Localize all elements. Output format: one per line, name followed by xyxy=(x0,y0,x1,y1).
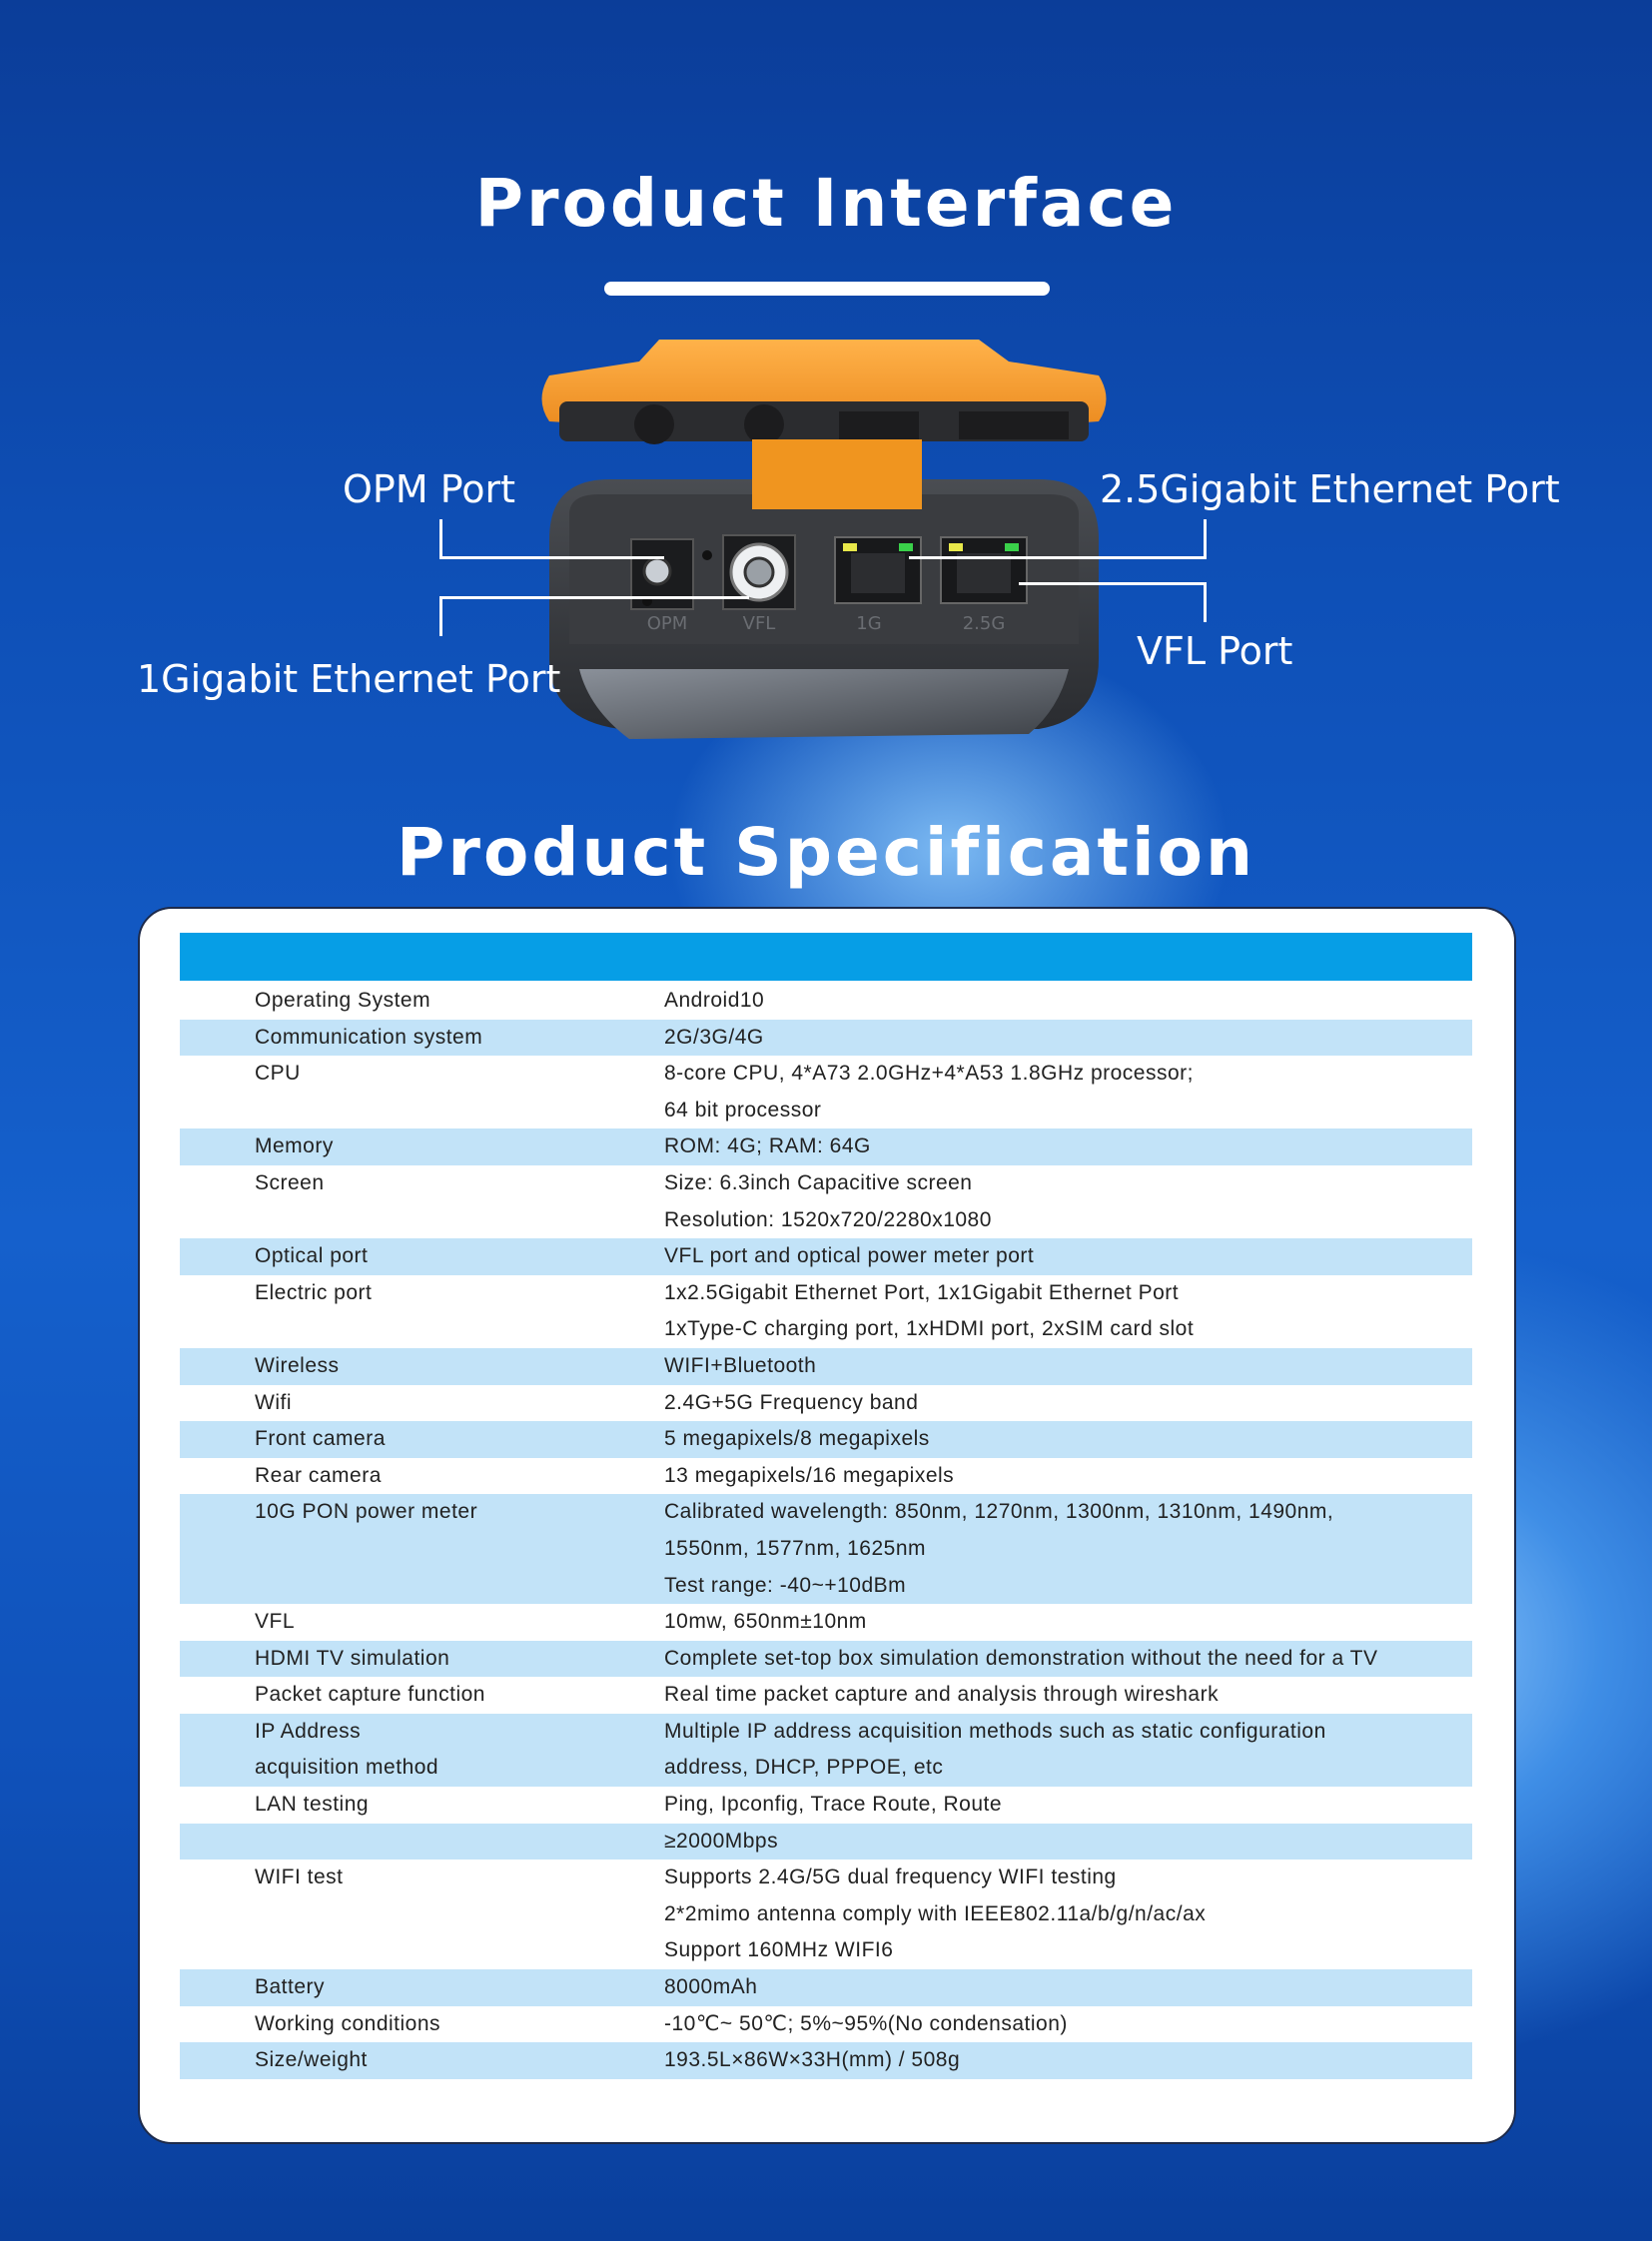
spec-value xyxy=(664,1421,1472,1458)
opm-callout-line-h xyxy=(439,556,664,559)
spec-key xyxy=(180,2006,664,2043)
spec-key xyxy=(180,1458,664,1495)
spec-value-line: Test range: -40~+10dBm xyxy=(664,1573,907,1597)
spec-row xyxy=(180,1020,1472,1057)
spec-row xyxy=(180,1714,1472,1787)
spec-key xyxy=(180,1128,664,1165)
spec-key-text: Electric port xyxy=(255,1280,373,1304)
title-underline xyxy=(604,282,1050,296)
spec-value xyxy=(664,1494,1472,1604)
spec-row xyxy=(180,1056,1472,1128)
spec-value-line: 193.5L×86W×33H(mm) / 508g xyxy=(664,2048,961,2072)
spec-value xyxy=(664,1020,1472,1057)
spec-key xyxy=(180,1969,664,2006)
spec-key-text: 10G PON power meter xyxy=(255,1500,478,1524)
spec-value xyxy=(664,1128,1472,1165)
spec-value xyxy=(664,1165,1472,1238)
spec-row xyxy=(180,983,1472,1020)
specification-card xyxy=(138,907,1516,2144)
spec-value-line: 2G/3G/4G xyxy=(664,1025,764,1049)
spec-key-text: Wifi xyxy=(255,1390,292,1414)
device-label-1g: 1G xyxy=(856,613,882,634)
spec-key-text: Screen xyxy=(255,1170,325,1194)
spec-value-line: VFL port and optical power meter port xyxy=(664,1244,1035,1268)
spec-row xyxy=(180,1385,1472,1422)
spec-value-line: Resolution: 1520x720/2280x1080 xyxy=(664,1207,992,1231)
spec-row xyxy=(180,1824,1472,1861)
spec-key-text: CPU xyxy=(255,1062,301,1086)
spec-value xyxy=(664,1385,1472,1422)
spec-row xyxy=(180,1677,1472,1714)
spec-value-line: ROM: 4G; RAM: 64G xyxy=(664,1134,871,1158)
spec-key xyxy=(180,1641,664,1678)
spec-key xyxy=(180,1020,664,1057)
spec-value-line: Calibrated wavelength: 850nm, 1270nm, 1300nm, 1310nm, 1490nm, xyxy=(664,1500,1334,1524)
spec-value xyxy=(664,983,1472,1020)
spec-key xyxy=(180,1275,664,1348)
ethernet-callout-line-v xyxy=(1204,519,1207,559)
spec-key xyxy=(180,1860,664,1969)
spec-value xyxy=(664,1348,1472,1385)
spec-key-text: Optical port xyxy=(255,1244,369,1268)
spec-value xyxy=(664,1969,1472,2006)
spec-key xyxy=(180,1824,664,1861)
spec-row xyxy=(180,1458,1472,1495)
spec-value-line: Android10 xyxy=(664,989,765,1012)
spec-row xyxy=(180,1421,1472,1458)
spec-key xyxy=(180,1385,664,1422)
spec-value-line: 64 bit processor xyxy=(664,1098,822,1121)
vfl-callout-line-v xyxy=(1204,582,1207,622)
product-specification-title: Product Specification xyxy=(397,814,1255,891)
opm-callout-line-v xyxy=(439,519,442,559)
spec-value-line: Real time packet capture and analysis through wireshark xyxy=(664,1683,1220,1707)
spec-value-line: ≥2000Mbps xyxy=(664,1829,779,1853)
spec-key-line: IP Address xyxy=(255,1719,362,1743)
device-illustration xyxy=(539,340,1109,739)
spec-row xyxy=(180,1860,1472,1969)
spec-key-text: Operating System xyxy=(255,989,431,1012)
spec-key xyxy=(180,1677,664,1714)
spec-key-line: acquisition method xyxy=(255,1756,439,1780)
spec-row xyxy=(180,1641,1472,1678)
spec-row xyxy=(180,1604,1472,1641)
spec-key xyxy=(180,1714,664,1787)
spec-row xyxy=(180,2006,1472,2043)
opm-port-label: OPM Port xyxy=(343,467,516,511)
spec-value xyxy=(664,1604,1472,1641)
spec-key xyxy=(180,1056,664,1128)
spec-value xyxy=(664,1824,1472,1861)
vfl-callout-line-h xyxy=(1019,582,1207,585)
spec-value xyxy=(664,1677,1472,1714)
spec-value-line: 2.4G+5G Frequency band xyxy=(664,1390,919,1414)
spec-value xyxy=(664,1238,1472,1275)
spec-key-text: Size/weight xyxy=(255,2048,368,2072)
spec-value xyxy=(664,1458,1472,1495)
spec-value xyxy=(664,1056,1472,1128)
spec-value-line: Complete set-top box simulation demonstration without the need for a TV xyxy=(664,1646,1378,1670)
spec-value-line: 5 megapixels/8 megapixels xyxy=(664,1427,930,1451)
ethernet-25-port-label: 2.5Gigabit Ethernet Port xyxy=(1100,467,1560,511)
vfl-port-label: VFL Port xyxy=(1137,629,1293,673)
spec-value xyxy=(664,1275,1472,1348)
device-label-25g: 2.5G xyxy=(962,613,1006,634)
spec-row xyxy=(180,1275,1472,1348)
spec-row xyxy=(180,1165,1472,1238)
spec-key-text: HDMI TV simulation xyxy=(255,1646,450,1670)
spec-key xyxy=(180,1787,664,1824)
gigabit-port-label: 1Gigabit Ethernet Port xyxy=(137,657,561,701)
spec-value xyxy=(664,1641,1472,1678)
spec-row xyxy=(180,2042,1472,2079)
spec-key-text: Memory xyxy=(255,1134,334,1158)
spec-value-line: 1550nm, 1577nm, 1625nm xyxy=(664,1536,927,1560)
spec-row xyxy=(180,1787,1472,1824)
specification-table xyxy=(180,983,1472,2079)
spec-key-text: Communication system xyxy=(255,1025,483,1049)
spec-value xyxy=(664,2006,1472,2043)
spec-value-line: Size: 6.3inch Capacitive screen xyxy=(664,1170,973,1194)
spec-key xyxy=(180,2042,664,2079)
spec-key-text: WIFI test xyxy=(255,1866,344,1889)
spec-key xyxy=(180,1348,664,1385)
spec-row xyxy=(180,1348,1472,1385)
gigabit-callout-line-h xyxy=(439,596,749,599)
spec-row xyxy=(180,1494,1472,1604)
spec-key-text: VFL xyxy=(255,1610,296,1634)
spec-key-text xyxy=(255,1824,664,1861)
spec-key-text: Rear camera xyxy=(255,1463,382,1487)
device-label-vfl: VFL xyxy=(742,613,776,634)
spec-value xyxy=(664,1714,1472,1787)
spec-value-line: Ping, Ipconfig, Trace Route, Route xyxy=(664,1793,1003,1817)
spec-key xyxy=(180,1421,664,1458)
spec-value-line: 13 megapixels/16 megapixels xyxy=(664,1463,955,1487)
spec-key xyxy=(180,1238,664,1275)
spec-value-line: 1x2.5Gigabit Ethernet Port, 1x1Gigabit Ethernet Port xyxy=(664,1280,1180,1304)
specification-header-bar xyxy=(180,933,1472,981)
spec-value-line: 8000mAh xyxy=(664,1975,758,1999)
spec-key-text: Packet capture function xyxy=(255,1683,485,1707)
spec-value-line: address, DHCP, PPPOE, etc xyxy=(664,1756,944,1780)
spec-value-line: 8-core CPU, 4*A73 2.0GHz+4*A53 1.8GHz processor; xyxy=(664,1062,1194,1086)
spec-key xyxy=(180,983,664,1020)
spec-row xyxy=(180,1969,1472,2006)
spec-value-line: Supports 2.4G/5G dual frequency WIFI testing xyxy=(664,1866,1117,1889)
spec-value-line: 10mw, 650nm±10nm xyxy=(664,1610,867,1634)
spec-key xyxy=(180,1494,664,1604)
spec-key-text: Front camera xyxy=(255,1427,386,1451)
product-interface-title: Product Interface xyxy=(474,165,1178,242)
spec-key xyxy=(180,1165,664,1238)
spec-value-line: Support 160MHz WIFI6 xyxy=(664,1938,894,1962)
spec-value-line: 2*2mimo antenna comply with IEEE802.11a/b/g/n/ac/ax xyxy=(664,1901,1207,1925)
spec-value-line: WIFI+Bluetooth xyxy=(664,1353,817,1377)
spec-key-text: Battery xyxy=(255,1975,326,1999)
spec-value-line: -10℃~ 50℃; 5%~95%(No condensation) xyxy=(664,2011,1068,2035)
spec-value xyxy=(664,1860,1472,1969)
spec-key-text: Wireless xyxy=(255,1353,340,1377)
spec-row xyxy=(180,1238,1472,1275)
spec-row xyxy=(180,1128,1472,1165)
ethernet-callout-line-h xyxy=(909,556,1207,559)
spec-key xyxy=(180,1604,664,1641)
device-label-opm: OPM xyxy=(646,613,688,634)
spec-key-text: Working conditions xyxy=(255,2011,441,2035)
spec-value xyxy=(664,2042,1472,2079)
spec-key-text: LAN testing xyxy=(255,1793,370,1817)
gigabit-callout-line-v xyxy=(439,596,442,636)
spec-value-line: Multiple IP address acquisition methods such as static configuration xyxy=(664,1719,1326,1743)
spec-value-line: 1xType-C charging port, 1xHDMI port, 2xSIM card slot xyxy=(664,1317,1195,1341)
spec-value xyxy=(664,1787,1472,1824)
